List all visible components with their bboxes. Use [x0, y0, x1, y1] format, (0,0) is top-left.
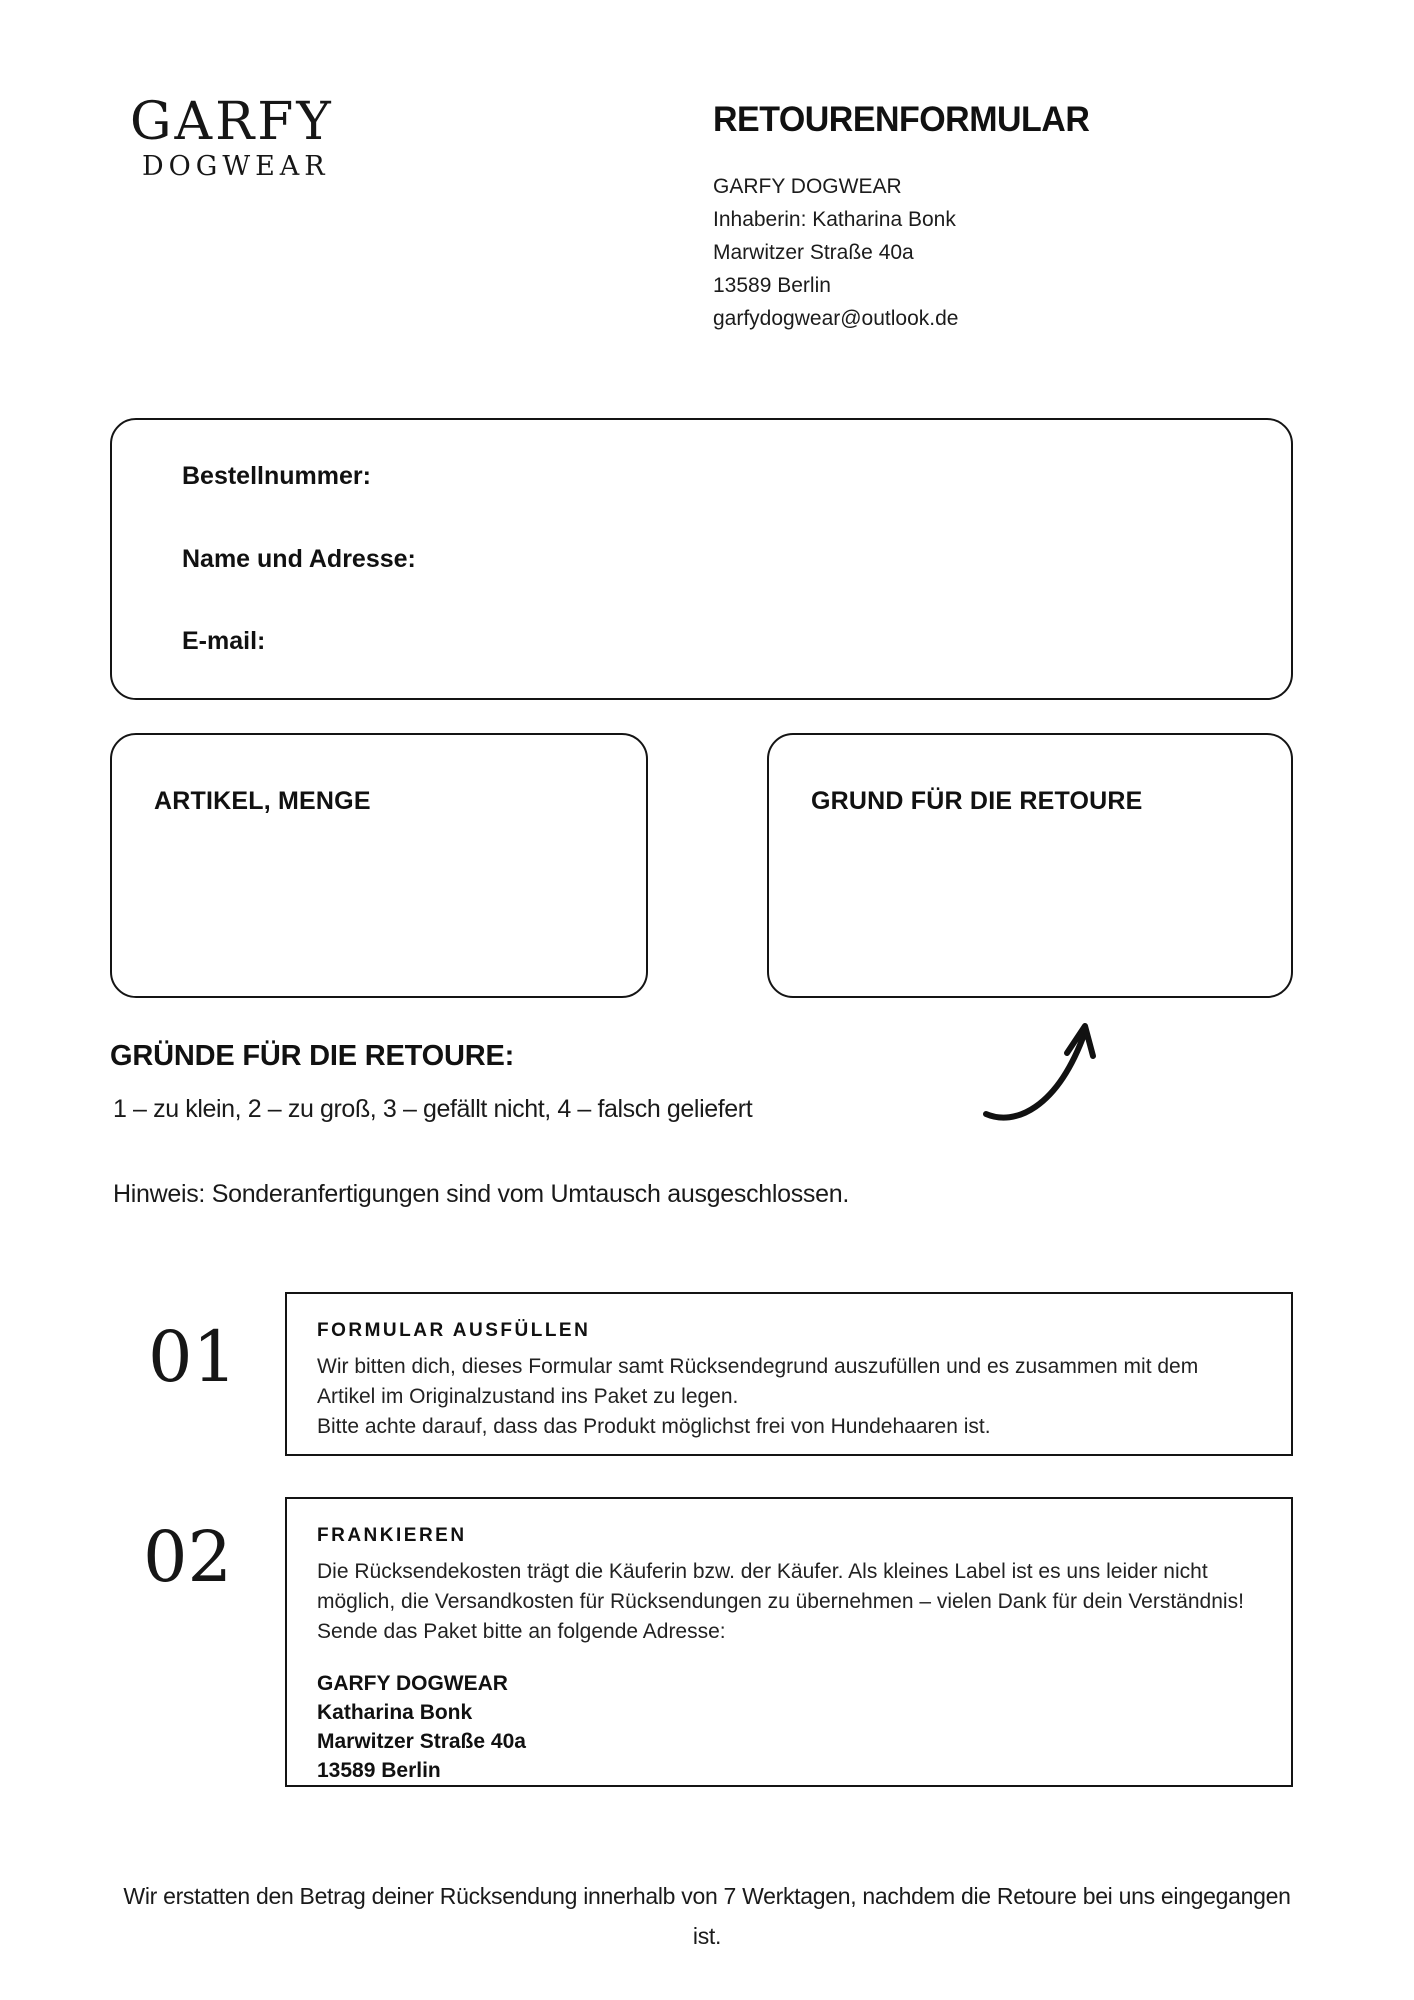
return-address-city: 13589 Berlin [317, 1759, 441, 1782]
item-quantity-label: ARTIKEL, MENGE [154, 787, 371, 815]
step-1-box [285, 1292, 1293, 1456]
step-2-body [317, 1557, 1261, 1647]
return-shipping-address [317, 1669, 1261, 1785]
name-address-field-label: Name und Adresse: [182, 544, 416, 573]
return-address-company: GARFY DOGWEAR [317, 1672, 508, 1695]
email-field-label: E-mail: [182, 627, 266, 655]
page-title: RETOURENFORMULAR [713, 100, 1090, 139]
exchange-note: Hinweis: Sonderanfertigungen sind vom Umtausch ausgeschlossen. [113, 1180, 849, 1208]
brand-logo-subtitle: DOGWEAR [142, 151, 330, 182]
brand-logo-wordmark: GARFY [130, 92, 334, 152]
refund-footer-note: Wir erstatten den Betrag deiner Rücksendung innerhalb von 7 Werktagen, nachdem die Retoure bei uns eingegangen ist. [123, 1883, 1291, 1949]
curved-arrow-icon [952, 998, 1122, 1133]
document-header [713, 100, 1273, 335]
step-1-number: 01 [148, 1316, 238, 1398]
step-2-number: 02 [143, 1516, 233, 1598]
step-1-body [317, 1352, 1261, 1442]
step-2-heading: FRANKIEREN [317, 1525, 467, 1546]
step-1-paragraph-2: Bitte achte darauf, dass das Produkt möglichst frei von Hundehaaren ist. [317, 1415, 991, 1438]
sender-address-block [713, 170, 1273, 335]
return-address-street: Marwitzer Straße 40a [317, 1730, 526, 1753]
sender-company: GARFY DOGWEAR [713, 175, 902, 198]
step-2-box [285, 1497, 1293, 1787]
return-address-name: Katharina Bonk [317, 1701, 473, 1724]
customer-info-box[interactable] [110, 418, 1293, 700]
return-reason-box[interactable] [767, 733, 1293, 998]
sender-street: Marwitzer Straße 40a [713, 241, 914, 264]
sender-city: 13589 Berlin [713, 274, 831, 297]
reasons-heading: GRÜNDE FÜR DIE RETOURE: [110, 1040, 515, 1072]
reasons-list: 1 – zu klein, 2 – zu groß, 3 – gefällt nicht, 4 – falsch geliefert [113, 1095, 753, 1123]
sender-owner: Inhaberin: Katharina Bonk [713, 208, 956, 231]
return-reason-label: GRUND FÜR DIE RETOURE [811, 787, 1143, 815]
sender-email: garfydogwear@outlook.de [713, 307, 959, 330]
brand-logo [130, 92, 334, 182]
step-1-heading: FORMULAR AUSFÜLLEN [317, 1320, 591, 1341]
order-number-field-label: Bestellnummer: [182, 462, 371, 490]
step-2-paragraph-1: Die Rücksendekosten trägt die Käuferin bzw. der Käufer. Als kleines Label ist es uns leider nicht möglich, die Versandkosten für Rücksendungen zu übernehmen – vielen Dank für dein Verständnis! Sende das Paket bitte an folgende Adresse: [317, 1560, 1244, 1643]
step-1-paragraph-1: Wir bitten dich, dieses Formular samt Rücksendegrund auszufüllen und es zusammen mit dem Artikel im Originalzustand ins Paket zu legen. [317, 1355, 1199, 1408]
item-quantity-box[interactable] [110, 733, 648, 998]
